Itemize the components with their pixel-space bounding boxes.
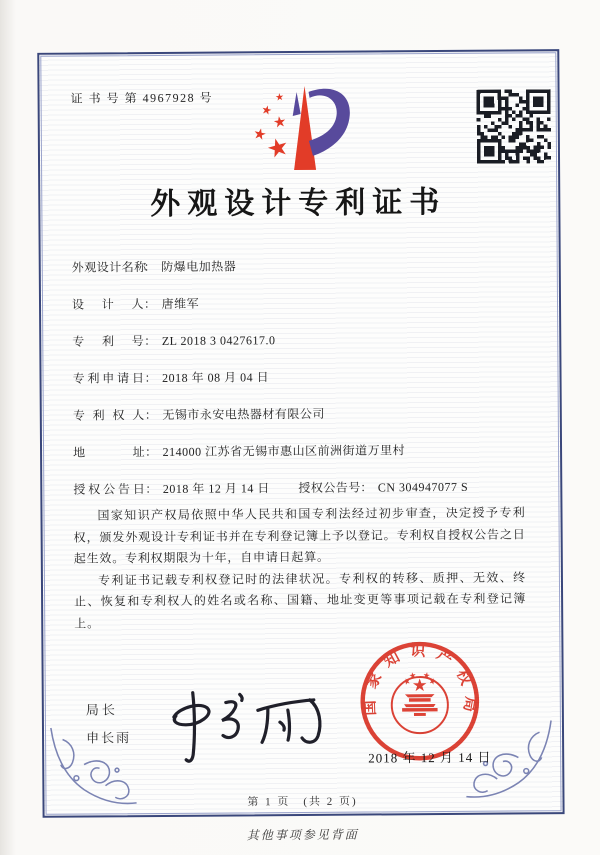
field-label: 授权公告日: [73, 482, 146, 497]
certificate-number: 证 书 号 第 4967928 号: [70, 90, 214, 106]
certificate-title: 外观设计专利证书: [150, 185, 447, 222]
grant-number-value: CN 304947077 S: [377, 479, 469, 495]
field-colon: ：: [144, 407, 158, 423]
field-value: 无锡市永安电热器材有限公司: [162, 406, 325, 422]
director-signature-icon: [162, 684, 343, 770]
field-colon: ：: [360, 480, 373, 495]
national-emblem-icon: [392, 672, 449, 733]
field-value: 2018 年 08 月 04 日: [162, 370, 270, 385]
field-design-name: [72, 255, 528, 295]
field-colon: ：: [143, 259, 157, 275]
field-colon: ：: [145, 481, 158, 497]
field-application-date: [72, 366, 528, 406]
field-label: 外观设计名称: [71, 260, 147, 275]
field-value: 214000 江苏省无锡市惠山区前洲街道万里村: [162, 443, 406, 459]
field-value: 唐维军: [161, 296, 200, 311]
field-label: 专利号: [72, 334, 145, 349]
field-label: 专利申请日: [72, 371, 145, 386]
seal-text: 国家知识产权局: [361, 642, 480, 723]
field-label: 专利权人: [72, 408, 145, 423]
legal-paragraph-2: 专利证书记载专利权登记时的法律状况。专利权的转移、质押、无效、终止、恢复和专利权人的姓名或名称、国籍、地址变更等事项记载在专利登记簿上。: [74, 570, 527, 631]
legal-paragraph-1: 国家知识产权局依照中华人民共和国专利法经过初步审查，决定授予专利权，颁发外观设计专利证书并在专利登记簿上予以登记。专利权自授权公告之日起生效。专利权期限为十年，自申请日起算。: [73, 505, 526, 566]
legal-text: [73, 502, 526, 635]
field-address: [73, 440, 529, 480]
field-value: ZL 2018 3 0427617.0: [161, 333, 276, 348]
field-patentee: [73, 403, 529, 443]
back-side-note: 其他事项参见背面: [246, 827, 359, 843]
grant-number-group: [298, 478, 468, 496]
certificate-fields: [72, 255, 530, 517]
field-value: 防爆电加热器: [161, 259, 237, 274]
qr-code: [475, 89, 554, 164]
field-colon: ：: [143, 296, 157, 312]
field-patent-number: [72, 329, 528, 369]
director-name: 申长雨: [85, 730, 132, 746]
field-colon: ：: [144, 370, 158, 386]
field-colon: ：: [145, 444, 158, 460]
field-label: 设计人: [71, 297, 145, 312]
grant-date-value: 2018 年 12 月 14 日: [162, 481, 270, 496]
field-designer: [72, 292, 528, 332]
field-label: 授权公告号: [298, 480, 361, 496]
director-title: 局长: [85, 702, 118, 718]
field-colon: ：: [144, 333, 157, 349]
seal-date: 2018 年 12 月 14 日: [368, 749, 492, 766]
field-label: 地址: [73, 445, 146, 460]
page-indicator: 第 1 页 (共 2 页): [247, 795, 358, 809]
cnipa-logo-icon: [235, 82, 361, 175]
